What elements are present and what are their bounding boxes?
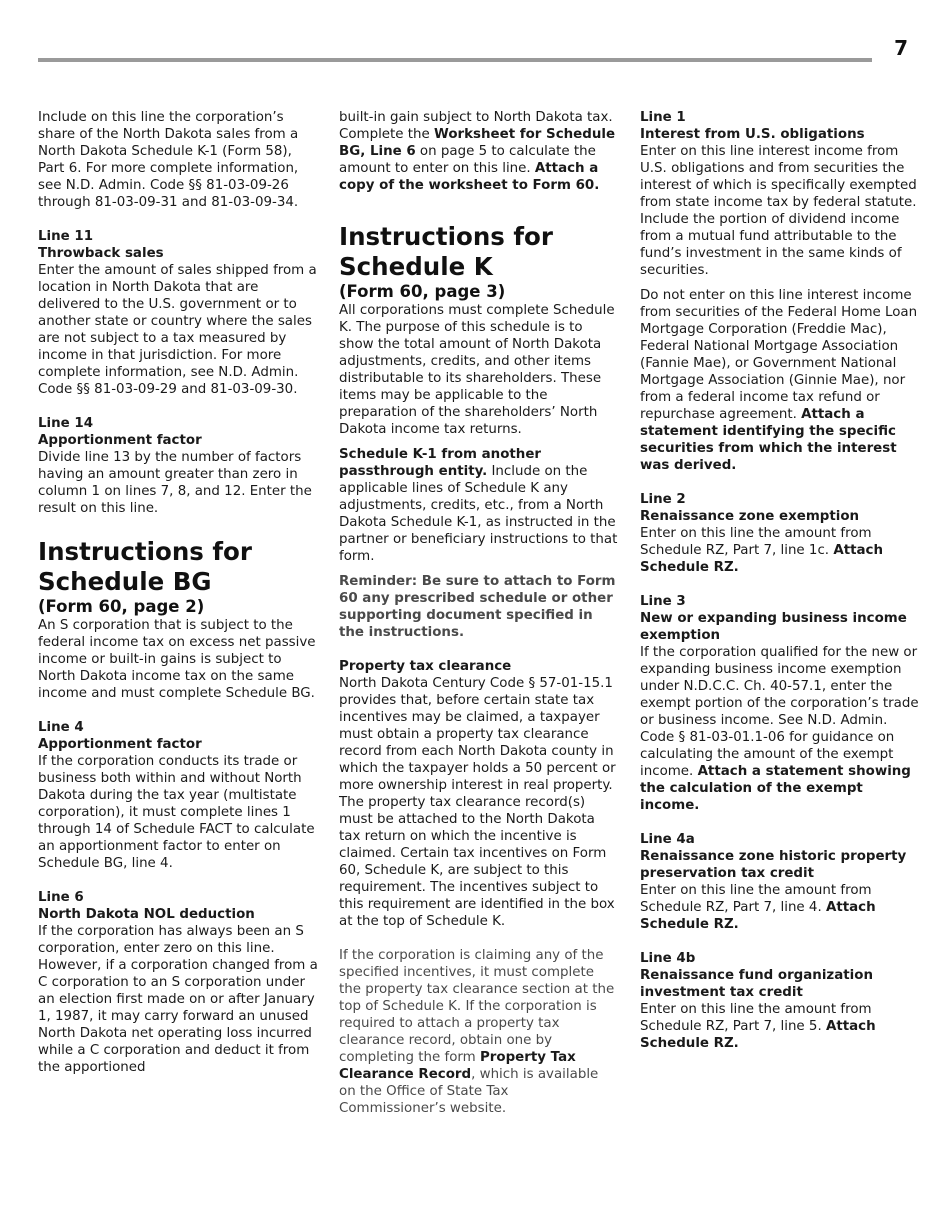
line-3-label: Line 3 xyxy=(640,594,686,609)
line-6-label: Line 6 xyxy=(38,890,84,905)
line-2-paragraph xyxy=(640,525,920,576)
column-left xyxy=(38,109,318,1076)
attach-worksheet-instruction: Attach a copy of the worksheet to Form 60. xyxy=(339,161,600,193)
continuation-text-a: built-in gain subject to North Dakota tax. Complete the xyxy=(339,110,613,142)
schedule-bg-heading-line1: Instructions for xyxy=(38,537,252,566)
continuation-text-c: on page 5 to calculate the amount to enter on this line. xyxy=(339,144,596,176)
property-tax-clearance-text: North Dakota Century Code § 57-01-15.1 provides that, before certain state tax incentives may be claimed, a taxpayer must obtain a property tax clearance record from each North Dakota county in which the taxpayer holds a 50 percent or more ownership interest in real property. The property tax clearance record(s) must be attached to the North Dakota tax return on which the incentive is claimed. Certain tax incentives on Form 60, Schedule K, are subject to this requirement. The incentives subject to this requirement are identified in the box at the top of Schedule K. xyxy=(339,676,616,929)
line-2-title: Renaissance zone exemption xyxy=(640,509,860,524)
header-rule xyxy=(38,58,872,62)
line-4b-attach-instruction: Attach Schedule RZ. xyxy=(640,1019,876,1051)
line-11-text: Enter the amount of sales shipped from a location in North Dakota that are delivered to the U.S. government or to another state or country where the sales are not subject to a tax measured by income in that jurisdiction. For more complete information, see N.D. Admin. Code §§ 81-03-09-29 and 81-03-09-30. xyxy=(38,263,317,397)
schedule-bg-intro: An S corporation that is subject to the federal income tax on excess net passive income or built-in gains is subject to North Dakota income tax on the same income and must complete Schedule BG. xyxy=(38,618,316,701)
line-1-label: Line 1 xyxy=(640,110,686,125)
line-14-label: Line 14 xyxy=(38,416,94,431)
schedule-bg-continuation xyxy=(339,109,619,194)
line-4a-title: Renaissance zone historic property preservation tax credit xyxy=(640,849,907,881)
line-4-text: If the corporation conducts its trade or business both within and without North Dakota during the tax year (multistate corporation), it must complete lines 1 through 14 of Schedule FACT to calculate an apportionment factor to enter on Schedule BG, line 4. xyxy=(38,754,315,871)
line-4b-text: Enter on this line the amount from Schedule RZ, Part 7, line 5. xyxy=(640,1002,872,1034)
line-3-text: If the corporation qualified for the new or expanding business income exemption under N.D.C.C. Ch. 40-57.1, enter the exempt portion of the corporation’s trade or business income. See N.D. Admin. Code § 81-03-01.1-06 for guidance on calculating the amount of the exempt income. xyxy=(640,645,919,779)
line-3-paragraph xyxy=(640,644,920,814)
k1-passthrough-text: Include on the applicable lines of Schedule K any adjustments, credits, etc., from a North Dakota Schedule K-1, as instructed in the partner or beneficiary instructions to that form. xyxy=(339,464,618,564)
attachment-reminder: Reminder: Be sure to attach to Form 60 any prescribed schedule or other supporting document specified in the instructions. xyxy=(339,574,616,640)
page-number: 7 xyxy=(894,36,908,60)
line-6-text: If the corporation has always been an S corporation, enter zero on this line. However, if a corporation changed from a C corporation to an S corporation under an election first made on or after January 1, 1987, it may carry forward an unused North Dakota net operating loss incurred while a C corporation and deduct it from the apportioned xyxy=(38,924,318,1075)
line-11-label: Line 11 xyxy=(38,229,94,244)
line-4b-paragraph xyxy=(640,1001,920,1052)
line-2-text: Enter on this line the amount from Schedule RZ, Part 7, line 1c. xyxy=(640,526,872,558)
claiming-text-a: If the corporation is claiming any of the specified incentives, it must complete the property tax clearance section at the top of Schedule K. If the corporation is required to attach a property tax clearance record, obtain one by completing the form xyxy=(339,948,615,1065)
property-tax-clearance-title: Property tax clearance xyxy=(339,659,512,674)
column-right xyxy=(640,109,920,1052)
claiming-text-c: , which is available on the Office of State Tax Commissioner’s website. xyxy=(339,1067,599,1116)
line-2-label: Line 2 xyxy=(640,492,686,507)
worksheet-reference: Worksheet for Schedule BG, Line 6 xyxy=(339,127,616,159)
line-3-title: New or expanding business income exemption xyxy=(640,611,907,643)
column-middle xyxy=(339,109,619,1117)
line-4a-attach-instruction: Attach Schedule RZ. xyxy=(640,900,876,932)
line-1-title: Interest from U.S. obligations xyxy=(640,127,865,142)
line-4a-text: Enter on this line the amount from Schedule RZ, Part 7, line 4. xyxy=(640,883,872,915)
sales-intro-paragraph: Include on this line the corporation’s share of the North Dakota sales from a North Dakota Schedule K-1 (Form 58), Part 6. For more complete information, see N.D. Admin. Code §§ 81-03-09-26 through 81-03-09-31 and 81-03-09-34. xyxy=(38,110,299,210)
schedule-k-subheading: (Form 60, page 3) xyxy=(339,282,506,301)
k1-passthrough-title: Schedule K-1 from another passthrough entity. xyxy=(339,447,542,479)
line-2-attach-instruction: Attach Schedule RZ. xyxy=(640,543,884,575)
schedule-k-heading-line2: Schedule K xyxy=(339,252,493,281)
property-tax-clearance-form-name: Property Tax Clearance Record xyxy=(339,1050,576,1082)
line-14-text: Divide line 13 by the number of factors having an amount greater than zero in column 1 on lines 7, 8, and 12. Enter the result on this line. xyxy=(38,450,312,516)
schedule-bg-subheading: (Form 60, page 2) xyxy=(38,597,205,616)
line-4a-label: Line 4a xyxy=(640,832,695,847)
line-4-label: Line 4 xyxy=(38,720,84,735)
line-1-exclusions xyxy=(640,287,920,474)
line-1-attach-instruction: Attach a statement identifying the specific securities from which the interest was derived. xyxy=(640,407,897,473)
line-6-title: North Dakota NOL deduction xyxy=(38,907,255,922)
line-1-exclusions-text: Do not enter on this line interest income from securities of the Federal Home Loan Mortgage Corporation (Freddie Mac), Federal National Mortgage Association (Fannie Mae), or Government National Mortgage Association (Ginnie Mae), nor from a federal income tax refund or repurchase agreement. xyxy=(640,288,918,422)
claiming-incentives-paragraph xyxy=(339,947,619,1117)
line-11-title: Throwback sales xyxy=(38,246,164,261)
line-4b-label: Line 4b xyxy=(640,951,696,966)
line-1-text: Enter on this line interest income from U.S. obligations and from securities the interest of which is specifically exempted from state income tax by federal statute. Include the portion of dividend income from a mutual fund attributable to the fund’s investment in the same kinds of securities. xyxy=(640,144,917,278)
line-4a-paragraph xyxy=(640,882,920,933)
k1-passthrough-paragraph xyxy=(339,446,619,565)
line-3-attach-instruction: Attach a statement showing the calculation of the exempt income. xyxy=(640,764,911,813)
line-4-title: Apportionment factor xyxy=(38,737,202,752)
schedule-k-heading-line1: Instructions for xyxy=(339,222,553,251)
schedule-bg-heading-line2: Schedule BG xyxy=(38,567,212,596)
line-14-title: Apportionment factor xyxy=(38,433,202,448)
schedule-k-intro: All corporations must complete Schedule K. The purpose of this schedule is to show the total amount of North Dakota adjustments, credits, and other items distributable to its shareholders. These items may be applicable to the preparation of the shareholders’ North Dakota income tax returns. xyxy=(339,303,615,437)
line-4b-title: Renaissance fund organization investment tax credit xyxy=(640,968,873,1000)
